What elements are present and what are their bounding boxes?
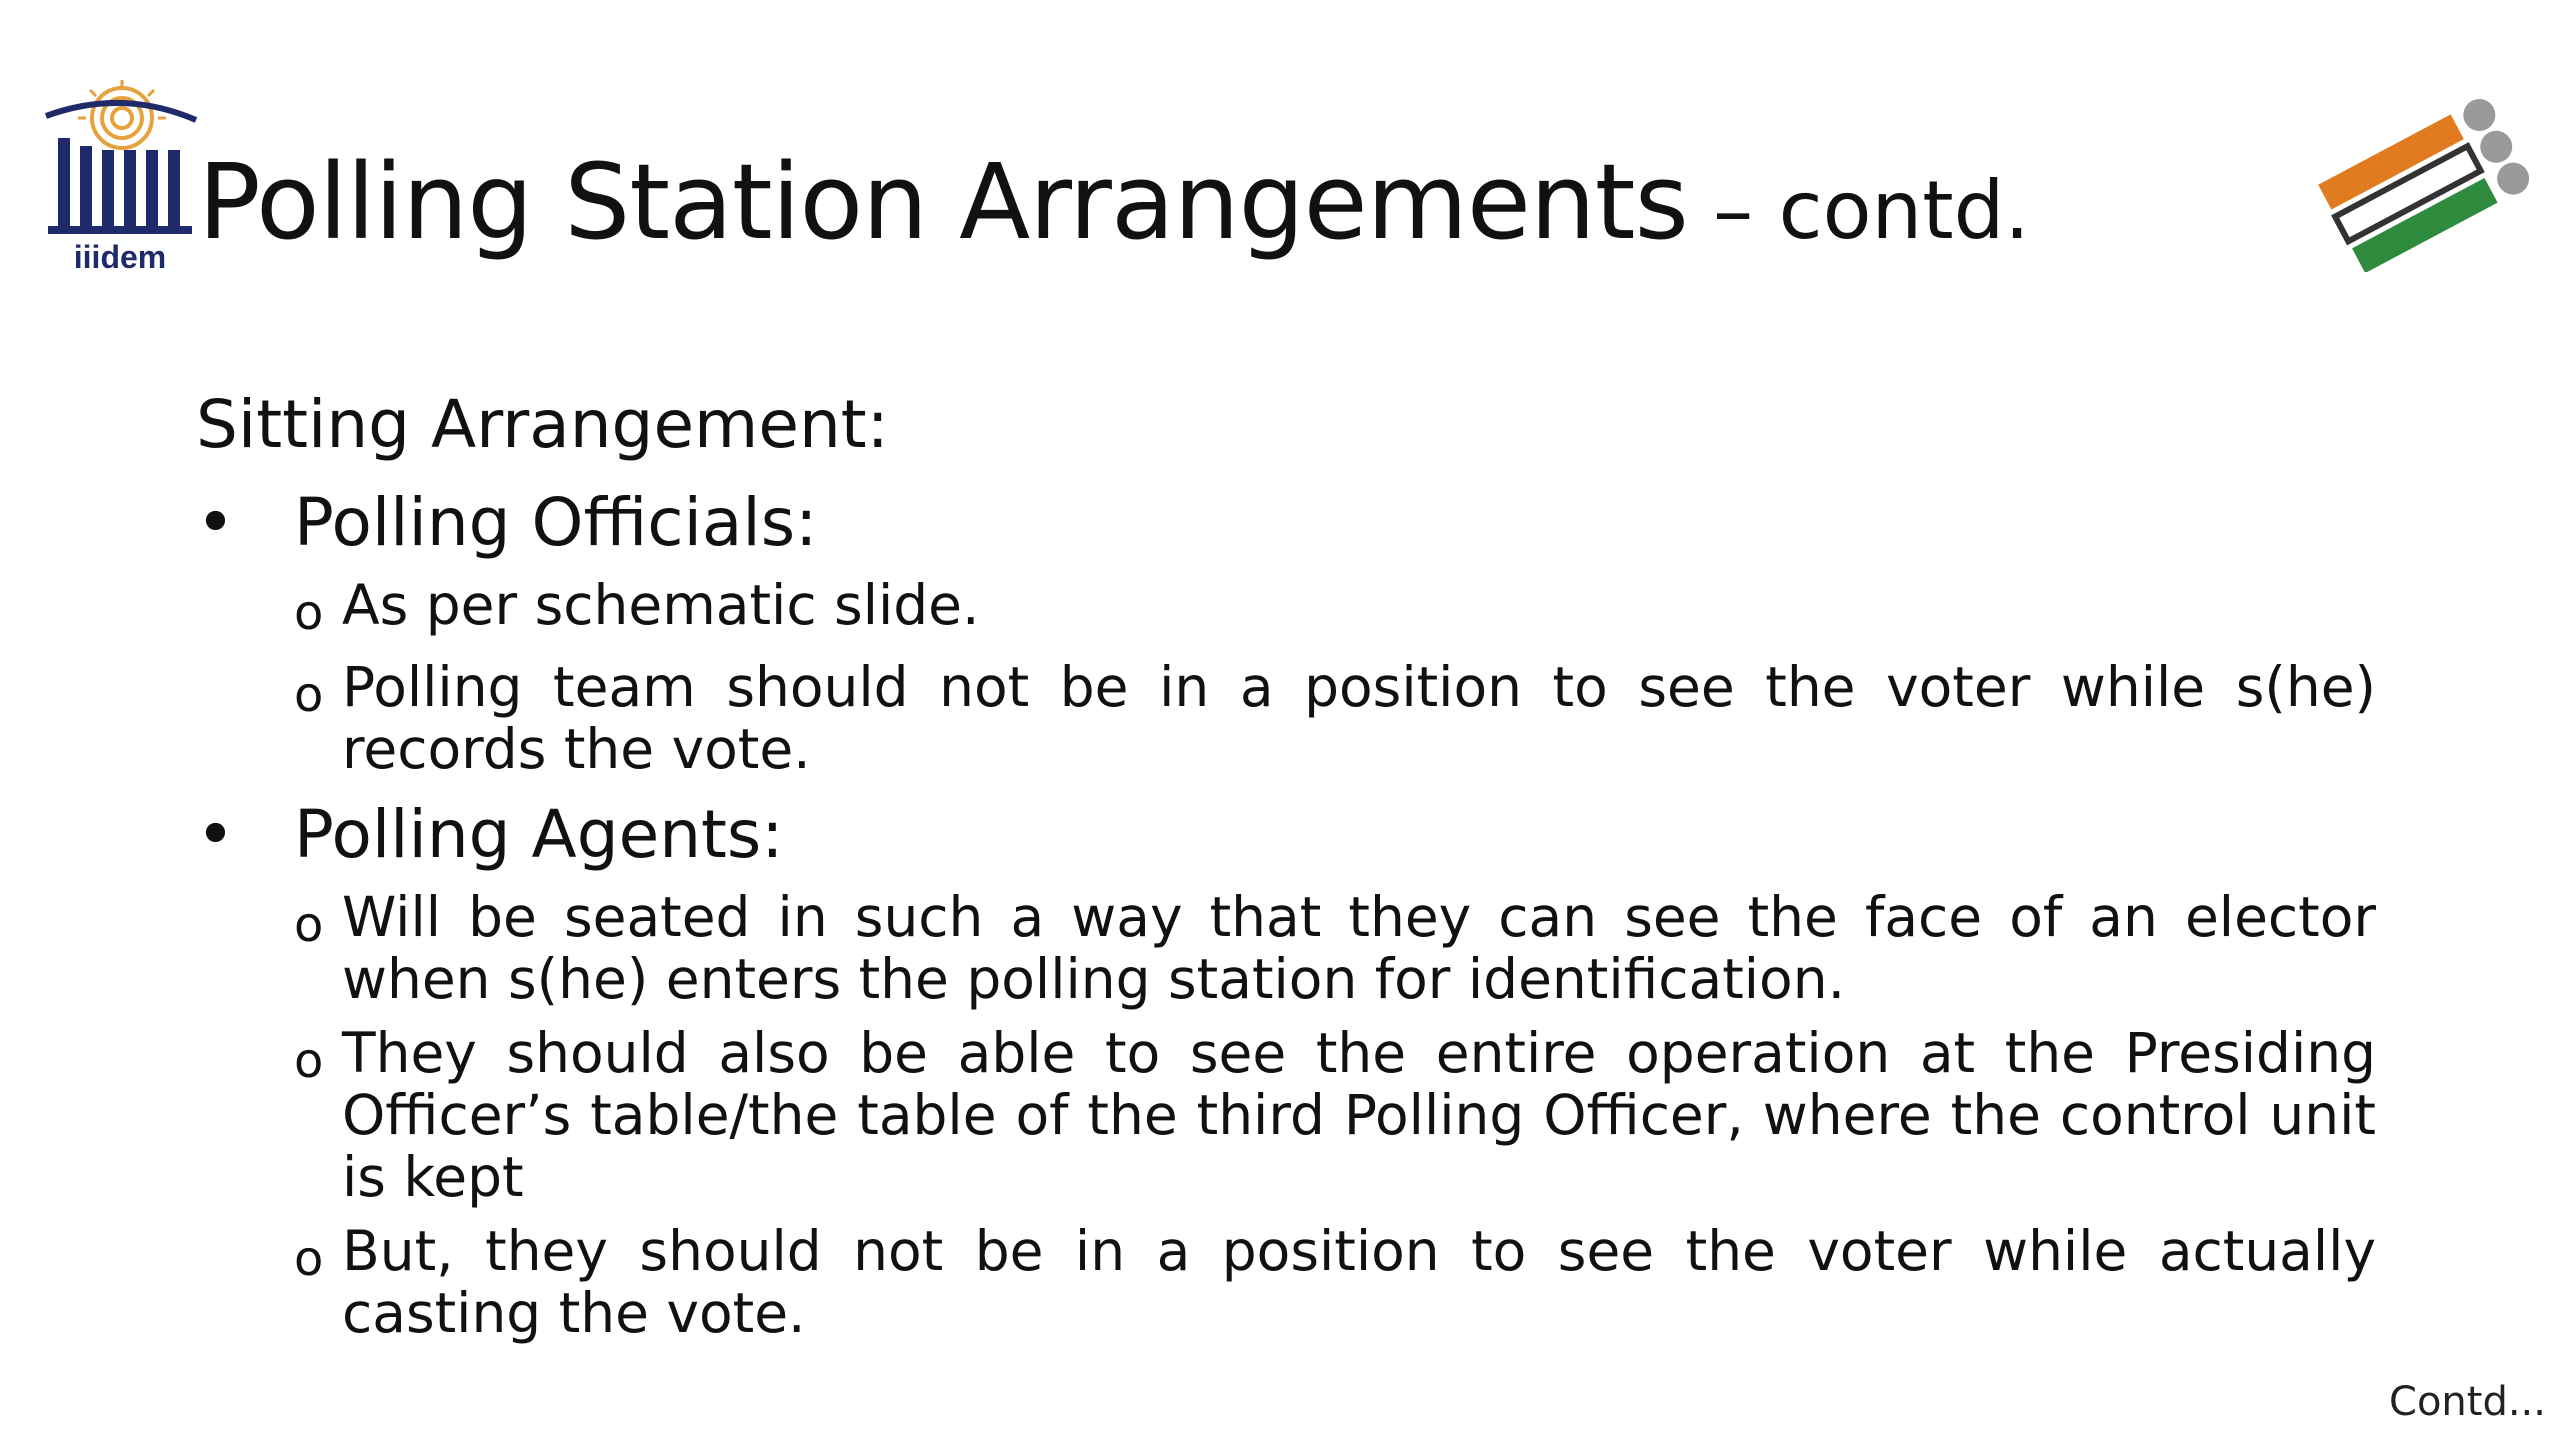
sub-bullet-marker: o <box>294 667 324 723</box>
sub-list-polling-officials <box>294 574 2376 780</box>
bullet-marker: • <box>196 796 235 873</box>
bullet-label: Polling Agents: <box>294 796 784 873</box>
sub-bullet-marker: o <box>294 1033 324 1089</box>
bullet-label: Polling Officials: <box>294 484 818 561</box>
iiidem-logo <box>40 78 200 278</box>
iiidem-logo-text: iiidem <box>73 239 167 275</box>
slide-title <box>198 141 2030 263</box>
list-item <box>294 1022 2376 1208</box>
slide-title-main: Polling Station Arrangements <box>198 141 1688 263</box>
contd-note: Contd... <box>2389 1379 2546 1425</box>
sub-bullet-marker: o <box>294 897 324 953</box>
list-item-text: They should also be able to see the entire operation at the Presiding Officer’s table/the table of the third Polling Officer, where the control unit is kept <box>342 1021 2376 1209</box>
election-commission-emblem-icon <box>2310 92 2550 272</box>
list-item <box>294 886 2376 1010</box>
bullet-polling-agents <box>196 796 2376 874</box>
list-item-text: But, they should not be in a position to see the voter while actually casting the vote. <box>342 1219 2376 1345</box>
sub-list-polling-agents <box>294 886 2376 1344</box>
section-heading: Sitting Arrangement: <box>196 386 889 463</box>
bullet-polling-officials <box>196 484 2376 562</box>
list-item <box>294 656 2376 780</box>
bullet-marker: • <box>196 484 235 561</box>
sub-bullet-marker: o <box>294 1231 324 1287</box>
list-item-text: Polling team should not be in a position to see the voter while s(he) records the vote. <box>342 655 2376 781</box>
slide-body <box>196 386 2376 1360</box>
iiidem-emblem-icon <box>40 78 200 278</box>
slide-title-suffix: – contd. <box>1687 164 2030 257</box>
list-item <box>294 1220 2376 1344</box>
eci-logo <box>2310 92 2550 272</box>
sub-bullet-marker: o <box>294 585 324 641</box>
list-item-text: Will be seated in such a way that they can see the face of an elector when s(he) enters the polling station for identification. <box>342 885 2376 1011</box>
list-item <box>294 574 2376 644</box>
list-item-text: As per schematic slide. <box>342 573 980 637</box>
